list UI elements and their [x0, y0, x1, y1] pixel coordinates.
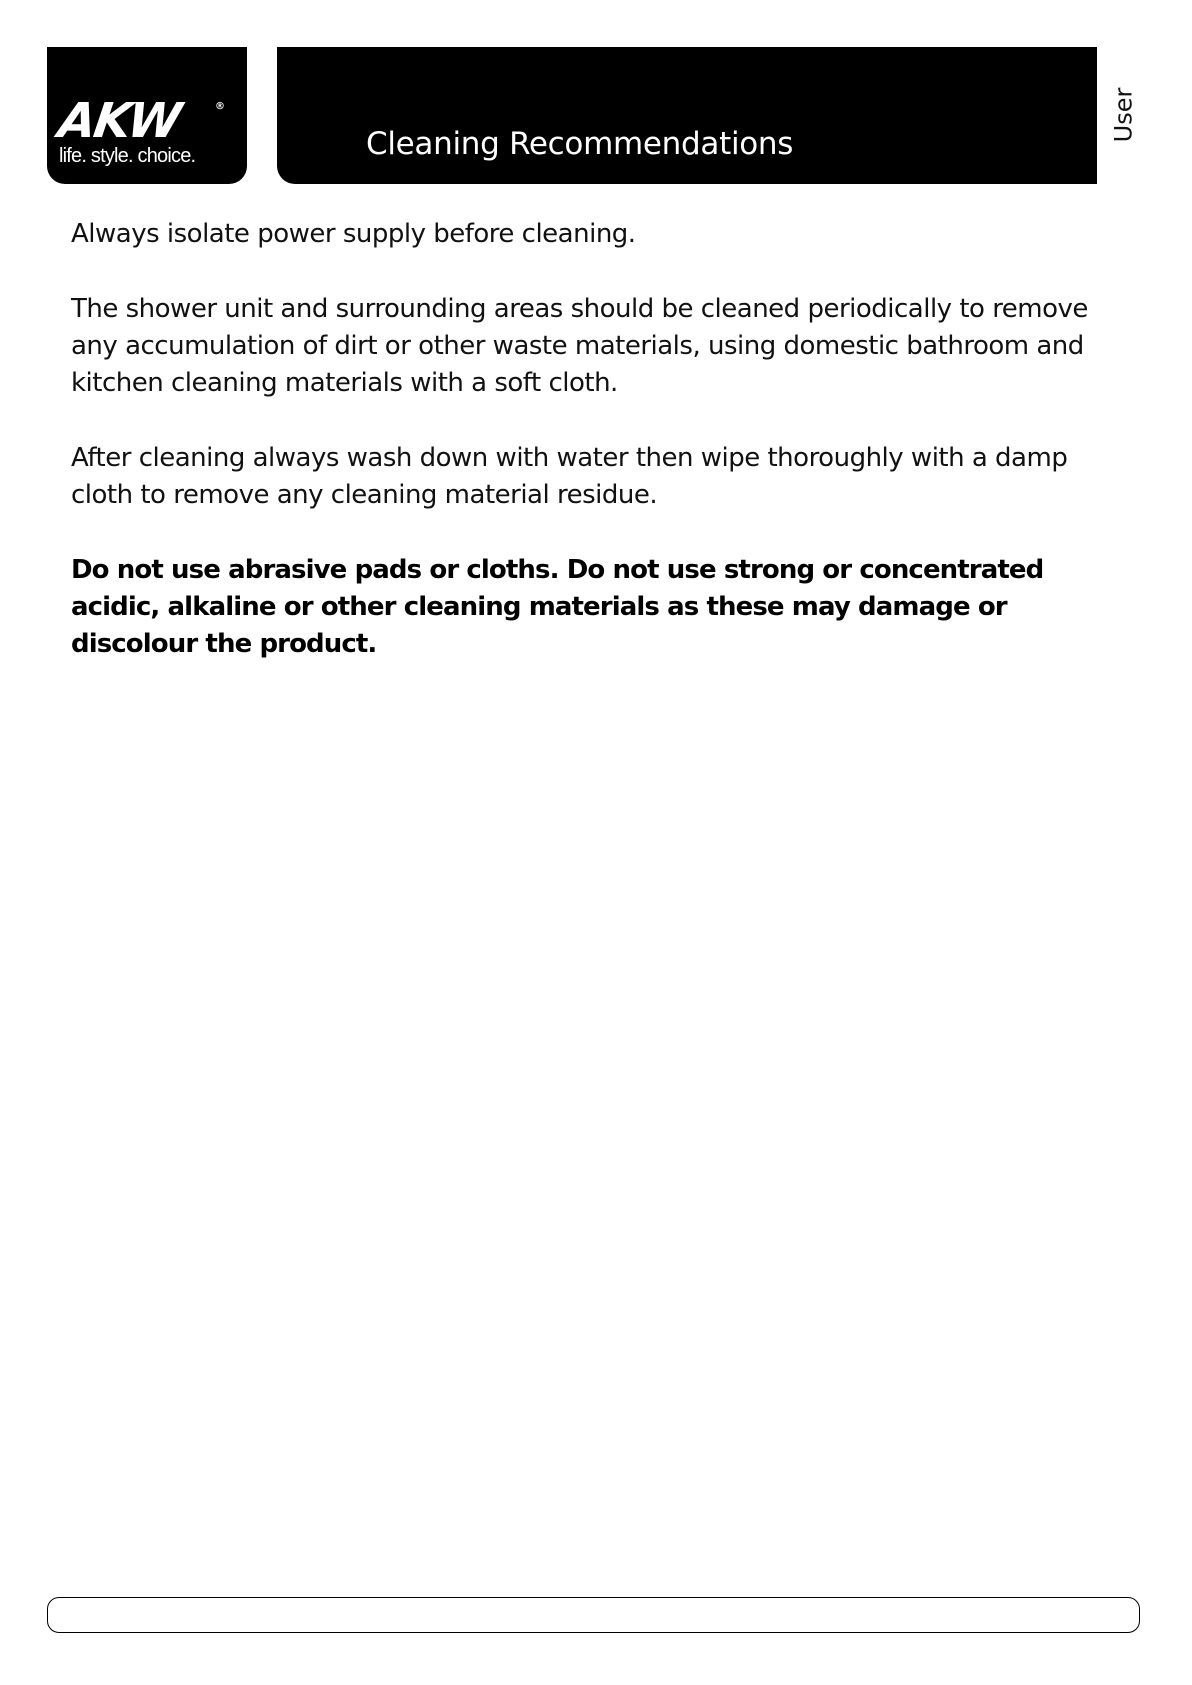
registered-mark: ®	[215, 101, 225, 112]
warning-paragraph: Do not use abrasive pads or cloths. Do not use strong or concentrated acidic, alkaline or other cleaning materials as these may damage or discolour the product.	[71, 555, 1044, 659]
logo-wordmark: AKW	[55, 93, 183, 149]
brand-logo	[47, 47, 247, 184]
page-title: Cleaning Recommendations	[366, 126, 794, 162]
paragraph-isolate-power: Always isolate power supply before cleaning.	[71, 219, 636, 249]
section-side-tab	[1105, 86, 1141, 144]
paragraph-periodic-cleaning: The shower unit and surrounding areas should be cleaned periodically to remove any accumulation of dirt or other waste materials, using domestic bathroom and kitchen cleaning materials with a soft cloth.	[71, 294, 1088, 398]
side-tab-label: User	[1109, 87, 1138, 143]
main-content	[71, 216, 1091, 701]
title-bar	[277, 47, 1097, 184]
logo-tagline: life. style. choice.	[59, 145, 196, 167]
paragraph-wash-down: After cleaning always wash down with water then wipe thoroughly with a damp cloth to remove any cleaning material residue.	[71, 443, 1068, 510]
page-footer	[47, 1597, 1140, 1633]
